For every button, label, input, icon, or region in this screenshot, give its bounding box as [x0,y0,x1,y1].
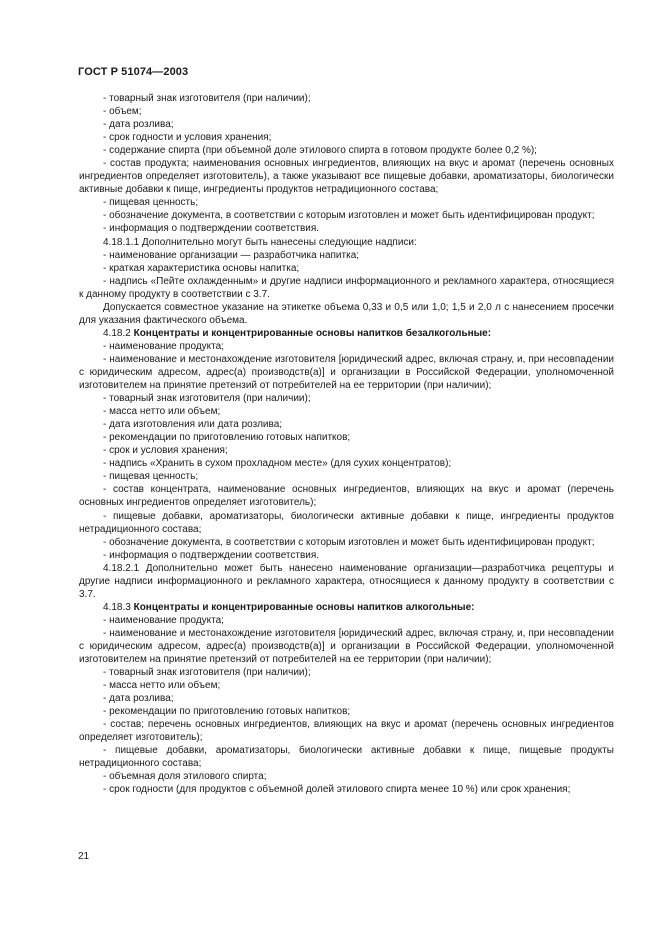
paragraph: 4.18.2.1 Дополнительно может быть нанесено наименование организации—разработчика рецептуры и другие надписи информационного и рекламного характера, относящиеся к данному продукту в соответствии с 3.7. [79,562,614,600]
paragraph: - дата розлива; [103,119,174,131]
paragraph [79,327,614,340]
page-number: 21 [78,851,90,862]
paragraph: - масса нетто или объем; [103,406,221,418]
paragraph: - дата изготовления или дата розлива; [103,419,283,431]
paragraph: - надпись «Хранить в сухом прохладном месте» (для сухих концентратов); [103,458,452,470]
paragraph: - дата розлива; [103,693,174,705]
paragraph: - пищевые добавки, ароматизаторы, биологически активные добавки к пище, пищевые продукты нетрадиционного состава; [79,745,614,770]
paragraph: - состав; перечень основных ингредиентов, влияющих на вкус и аромат (перечень основных ингредиентов определяет изготовитель); [79,719,614,744]
paragraph: - срок годности и условия хранения; [103,132,272,144]
paragraph: - пищевые добавки, ароматизаторы, биологически активные добавки к пище, ингредиенты продуктов нетрадиционного состава; [79,510,614,535]
paragraph: - срок годности (для продуктов с объемной долей этилового спирта менее 10 %) или срок хранения; [103,784,571,796]
paragraph: - товарный знак изготовителя (при наличии); [103,667,311,679]
paragraph: - состав концентрата, наименование основных ингредиентов, влияющих на вкус и аромат (перечень основных ингредиентов определяет изготовитель); [79,484,614,509]
paragraph: - товарный знак изготовителя (при наличии); [103,93,311,104]
paragraph: Допускается совместное указание на этикетке объема 0,33 и 0,5 или 1,0; 1,5 и 2,0 л с нанесением просечки для указания фактического объема. [79,301,614,326]
paragraph: - краткая характеристика основы напитка; [103,262,300,274]
paragraph: - наименование продукта; [103,614,224,626]
document-header: ГОСТ Р 51074—2003 [78,66,189,78]
paragraph: - пищевая ценность; [103,471,199,483]
paragraph: - информация о подтверждении соответствия. [103,223,320,235]
paragraph: - наименование и местонахождение изготовителя [юридический адрес, включая страну, и, при несовпадении с юридическим адресом, адрес(а) производств(а)] и организации в Российской Федерации, уполномоченной изготовителем на принятие претензий от потребителей на ее территории (при наличии); [79,627,614,666]
paragraph: - рекомендации по приготовлению готовых напитков; [103,706,351,718]
paragraph: - наименование организации — разработчика напитка; [103,249,360,261]
paragraph: - состав продукта; наименования основных ингредиентов, влияющих на вкус и аромат (перечень основных ингредиентов определяет изготовитель), а также указывают все пищевые добавки, ароматизаторы, биологически активные добавки к пище, ингредиенты продуктов нетрадиционного состава; [79,158,614,196]
paragraph: - наименование продукта; [103,340,224,352]
paragraph: - наименование и местонахождение изготовителя [юридический адрес, включая страну, и, при несовпадении с юридическим адресом, адрес(а) производств(а)] и организации в Российской Федерации, уполномоченной изготовителем на принятие претензий от потребителей на ее территории (при наличии); [79,353,614,392]
paragraph: - надпись «Пейте охлажденным» и другие надписи информационного и рекламного характера, относящиеся к данному продукту в соответствии с 3.7. [79,275,614,300]
paragraph: - информация о подтверждении соответствия. [103,549,320,561]
clause-heading: Концентраты и концентрированные основы напитков безалкогольные: [133,327,492,339]
clause-number: 4.18.3 [103,601,131,613]
paragraph [79,601,614,614]
paragraph: 4.18.1.1 Дополнительно могут быть нанесены следующие надписи: [103,236,417,248]
document-body [79,92,614,797]
paragraph: - объемная доля этилового спирта; [103,771,267,783]
paragraph: - обозначение документа, в соответствии с которым изготовлен и может быть идентифицирован продукт; [103,210,595,222]
paragraph: - срок и условия хранения; [103,445,228,457]
paragraph: - объем; [103,106,142,118]
paragraph: - обозначение документа, в соответствии с которым изготовлен и может быть идентифицирован продукт; [103,536,595,548]
clause-heading: Концентраты и концентрированные основы напитков алкогольные: [133,601,475,613]
paragraph: - товарный знак изготовителя (при наличии); [103,393,311,405]
paragraph: - масса нетто или объем; [103,680,221,692]
paragraph: - рекомендации по приготовлению готовых напитков; [103,432,351,444]
paragraph: - содержание спирта (при объемной доле этилового спирта в готовом продукте более 0,2 %); [103,145,537,157]
clause-number: 4.18.2 [103,327,131,339]
paragraph: - пищевая ценность; [103,197,199,209]
